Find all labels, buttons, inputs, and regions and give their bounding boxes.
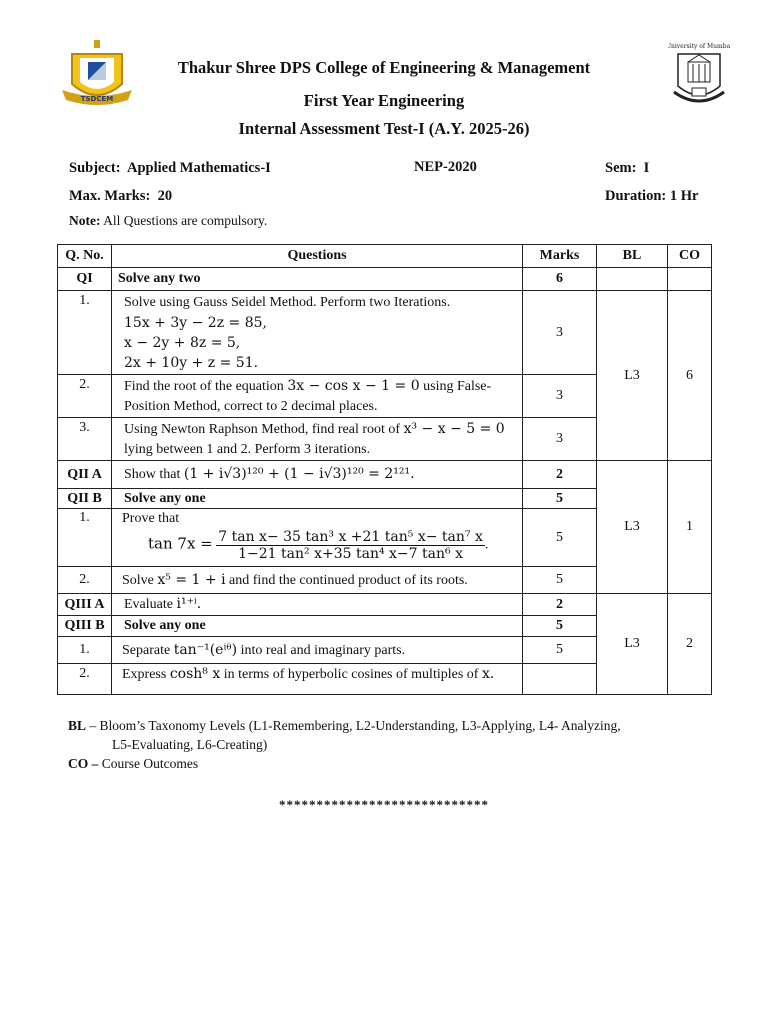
- table-row: [58, 291, 712, 375]
- section-title: Solve any two: [112, 268, 523, 291]
- question-number: QIII B: [58, 616, 112, 637]
- section-title: Solve any one: [112, 616, 523, 637]
- marks-cell: 5: [523, 637, 597, 664]
- co-legend: CO – Course Outcomes: [68, 756, 199, 771]
- marks-cell: 5: [523, 616, 597, 637]
- header-questions: Questions: [112, 245, 523, 268]
- question-text: Evaluate i¹⁺ⁱ.: [112, 594, 523, 616]
- table-row: [58, 268, 712, 291]
- marks-cell: 3: [523, 418, 597, 461]
- marks-cell: 6: [523, 268, 597, 291]
- marks-cell: 5: [523, 509, 597, 567]
- question-text: Using Newton Raphson Method, find real root of x³ − x − 5 = 0 lying between 1 and 2. Perform 3 iterations.: [112, 418, 523, 461]
- bl-legend: BL – Bloom’s Taxonomy Levels (L1-Remembering, L2-Understanding, L3-Applying, L4- Analyzing,: [68, 718, 621, 733]
- header-co: CO: [668, 245, 712, 268]
- table-row: [58, 461, 712, 489]
- header-marks: Marks: [523, 245, 597, 268]
- question-number: 2.: [58, 664, 112, 695]
- question-number: 2.: [58, 375, 112, 418]
- college-name: Thakur Shree DPS College of Engineering & Management: [177, 58, 591, 77]
- question-text: Separate tan⁻¹(eⁱᶿ) into real and imaginary parts.: [112, 637, 523, 664]
- co-cell: 1: [668, 461, 712, 594]
- marks-cell: 2: [523, 594, 597, 616]
- question-number: 2.: [58, 567, 112, 594]
- table-row: [58, 594, 712, 616]
- header-bl: BL: [597, 245, 668, 268]
- table-header-row: [58, 245, 712, 268]
- svg-text:TSDCEM: TSDCEM: [80, 95, 114, 103]
- section-title: Solve any one: [112, 489, 523, 509]
- end-stars: ****************************: [279, 797, 489, 812]
- question-number: 1.: [58, 291, 112, 375]
- marks-cell: 3: [523, 291, 597, 375]
- marks-cell: [523, 664, 597, 695]
- test-title: Internal Assessment Test-I (A.Y. 2025-26): [238, 119, 530, 138]
- co-cell: 6: [668, 291, 712, 461]
- bl-cell: L3: [597, 461, 668, 594]
- semester-line: Sem: I: [605, 160, 650, 176]
- question-table: [57, 244, 712, 695]
- marks-cell: 5: [523, 567, 597, 594]
- marks-cell: 5: [523, 489, 597, 509]
- question-number: QIII A: [58, 594, 112, 616]
- marks-cell: 3: [523, 375, 597, 418]
- question-text: Show that (1 + i√3)¹²⁰ + (1 − i√3)¹²⁰ = 2¹²¹.: [112, 461, 523, 489]
- bl-cell: L3: [597, 594, 668, 695]
- question-text: Express cosh⁸ x in terms of hyperbolic cosines of multiples of x.: [112, 664, 523, 695]
- question-text: Solve x⁵ = 1 + i and find the continued product of its roots.: [112, 567, 523, 594]
- question-text: Prove that tan 7x = $\frac{\text{7 tan x− 35 tan³ x +21 tan⁵ x− tan⁷ x}}{\text{1−21 tan² x+35 tan⁴ x−7 tan⁶ x}}$ .: [112, 509, 523, 567]
- question-number: 1.: [58, 637, 112, 664]
- question-number: 1.: [58, 509, 112, 567]
- question-number: QII A: [58, 461, 112, 489]
- bl-legend-continued: L5-Evaluating, L6-Creating): [112, 737, 268, 752]
- marks-cell: 2: [523, 461, 597, 489]
- question-text: Solve using Gauss Seidel Method. Perform two Iterations. 15x + 3y − 2z = 85, x − 2y + 8z = 5, 2x + 10y + z = 51.: [112, 291, 523, 375]
- bl-cell: L3: [597, 291, 668, 461]
- max-marks-line: Max. Marks: 20: [69, 188, 173, 204]
- question-number: QI: [58, 268, 112, 291]
- subject-line: Subject: Applied Mathematics-I: [69, 160, 271, 176]
- header-qno: Q. No.: [58, 245, 112, 268]
- question-number: QII B: [58, 489, 112, 509]
- svg-text:University of Mumbai: University of Mumbai: [668, 43, 730, 50]
- note-line: Note: All Questions are compulsory.: [69, 213, 268, 228]
- co-cell: 2: [668, 594, 712, 695]
- program-title: First Year Engineering: [303, 91, 465, 110]
- question-text: Find the root of the equation 3x − cos x − 1 = 0 using False- Position Method, correct to 2 decimal places.: [112, 375, 523, 418]
- question-number: 3.: [58, 418, 112, 461]
- duration-line: Duration: 1 Hr: [605, 188, 699, 204]
- nep-label: NEP-2020: [414, 159, 477, 175]
